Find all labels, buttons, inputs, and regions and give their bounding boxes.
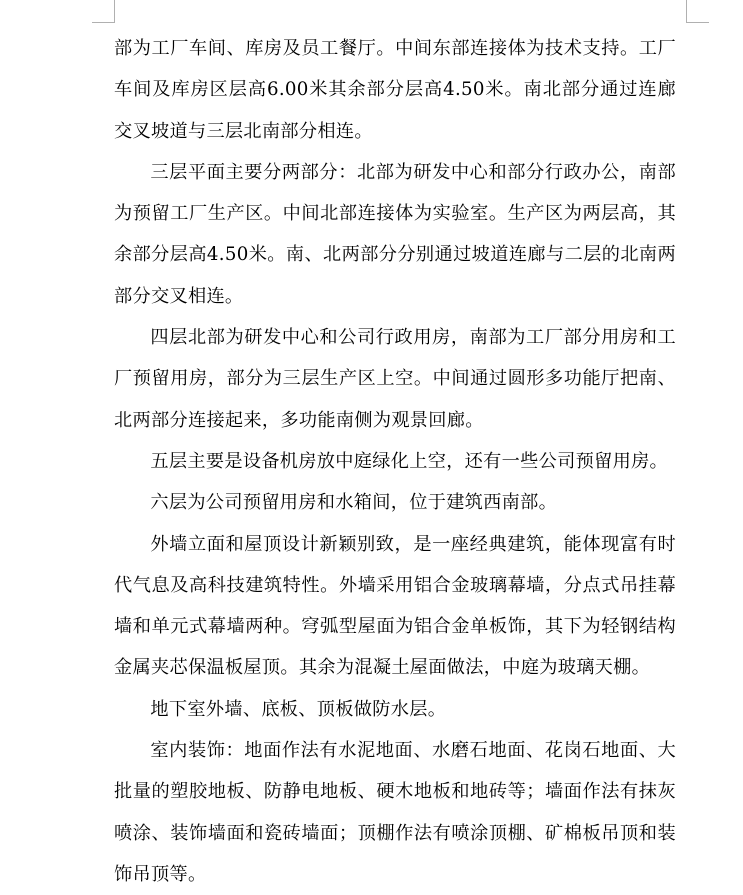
paragraph-floor2-continued: 部为工厂车间、库房及员工餐厅。中间东部连接体为技术支持。工厂车间及库房区层高6.00米其余部分层高4.50米。南北部分通过连廊交叉坡道与三层北南部分相连。	[114, 38, 676, 142]
paragraph-floor4: 四层北部为研发中心和公司行政用房，南部为工厂部分用房和工厂预留用房，部分为三层生产区上空。中间通过圆形多功能厅把南、北两部分连接起来，多功能南侧为观景回廊。	[114, 327, 676, 431]
margin-corner-mark-left	[92, 0, 115, 23]
paragraph-floor5: 五层主要是设备机房放中庭绿化上空，还有一些公司预留用房。	[150, 450, 669, 472]
paragraph-interior-finish: 室内装饰：地面作法有水泥地面、水磨石地面、花岗石地面、大批量的塑胶地板、防静电地板、硬木地板和地砖等；墙面作法有抹灰喷涂、装饰墙面和瓷砖墙面；顶棚作法有喷涂顶棚、矿棉板吊顶和装饰吊顶等。	[114, 740, 676, 885]
paragraph-waterproofing: 地下室外墙、底板、顶板做防水层。	[150, 698, 447, 720]
margin-corner-mark-right	[686, 0, 709, 23]
document-body[interactable]	[114, 28, 676, 895]
paragraph-facade-roof: 外墙立面和屋顶设计新颖别致，是一座经典建筑，能体现富有时代气息及高科技建筑特性。外墙采用铝合金玻璃幕墙，分点式吊挂幕墙和单元式幕墙两种。穹弧型屋面为铝合金单板饰，其下为轻钢结构金属夹芯保温板屋顶。其余为混凝土屋面做法，中庭为玻璃天棚。	[114, 533, 676, 679]
paragraph-floor6: 六层为公司预留用房和水箱间，位于建筑西南部。	[150, 492, 558, 514]
paragraph-floor3: 三层平面主要分两部分：北部为研发中心和部分行政办公，南部为预留工厂生产区。中间北部连接体为实验室。生产区为两层高，其余部分层高4.50米。南、北两部分分别通过坡道连廊与二层的北南两部分交叉相连。	[114, 161, 676, 307]
